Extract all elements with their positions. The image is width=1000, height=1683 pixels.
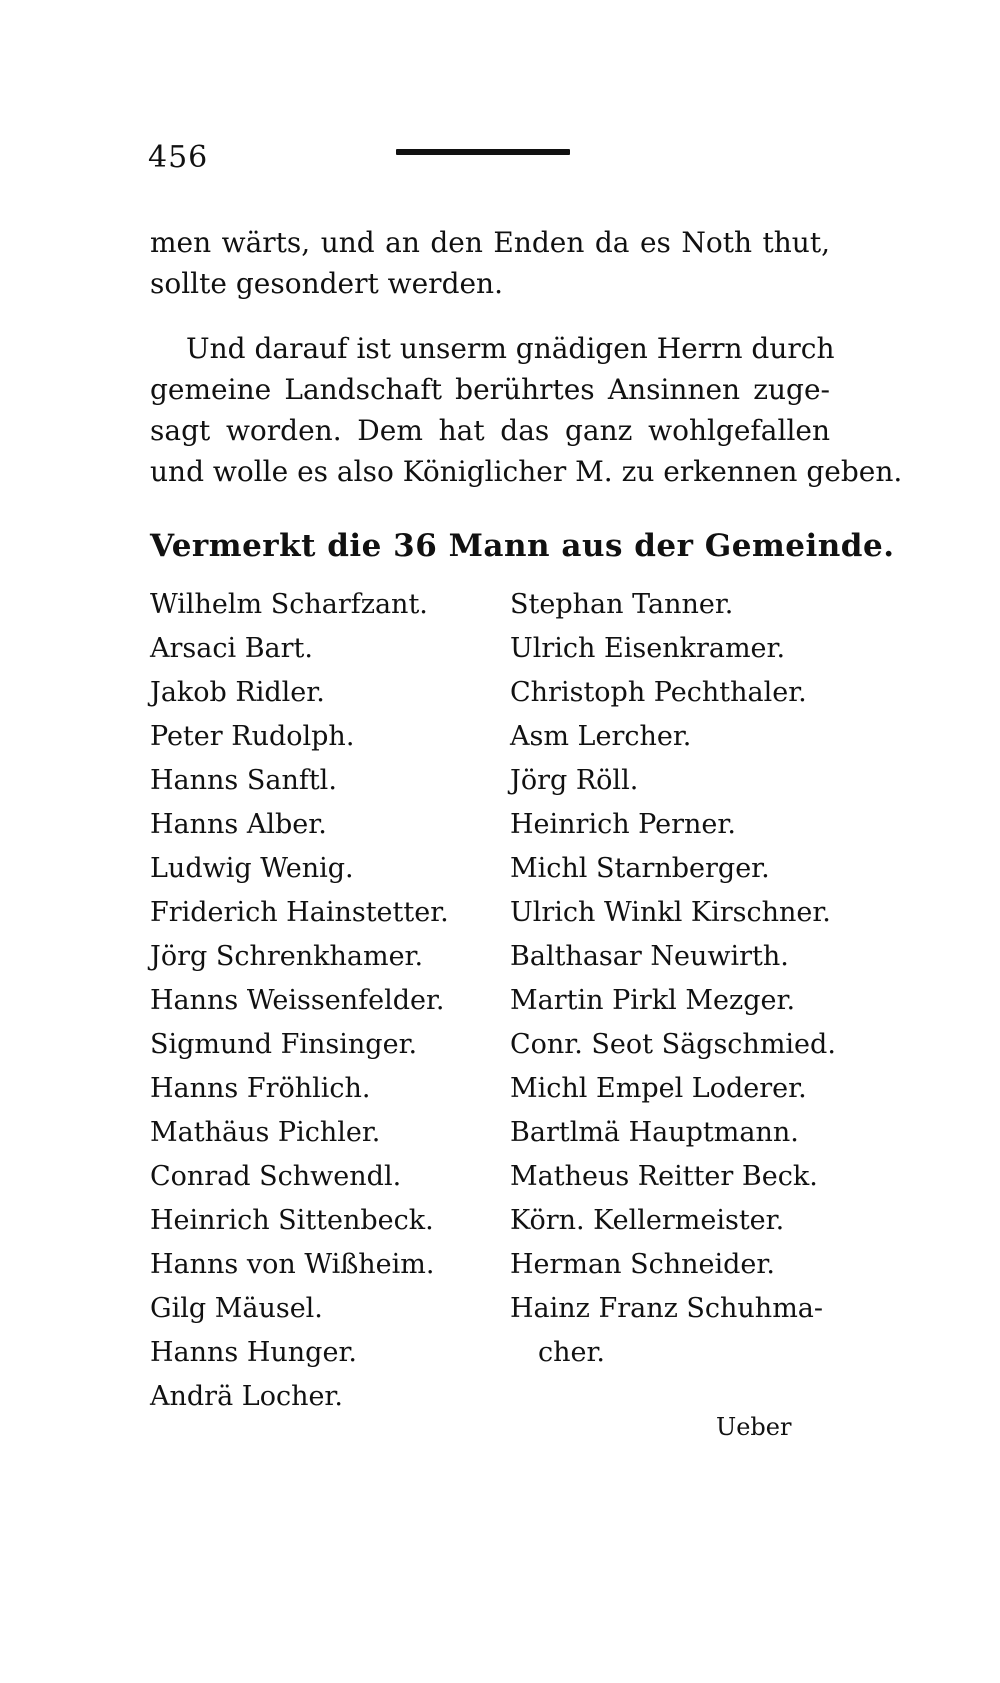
list-item: Conrad Schwendl. [150,1161,402,1192]
list-item: Herman Schneider. [510,1249,775,1280]
list-item: Jörg Röll. [510,765,639,796]
list-item: Mathäus Pichler. [150,1117,381,1148]
list-item: Balthasar Neuwirth. [510,941,789,972]
list-item: Stephan Tanner. [510,589,734,620]
names-list-right [510,583,840,1375]
list-item: Asm Lercher. [510,721,692,752]
list-item: Andrä Locher. [150,1381,343,1412]
paragraph-main [150,328,903,492]
page-number: 456 [148,140,209,175]
list-item: Conr. Seot Sägschmied. [510,1029,836,1060]
section-heading: Vermerkt die 36 Mann aus der Gemeinde. [150,528,895,564]
list-item: Friderich Hainstetter. [150,897,449,928]
text-line: sagt worden. Dem hat das ganz wohlgefallen [150,414,830,447]
list-item: Hanns Hunger. [150,1337,357,1368]
list-item: Peter Rudolph. [150,721,355,752]
text-line: sollte gesondert werden. [150,267,503,300]
list-item: Martin Pirkl Mezger. [510,985,796,1016]
text-line: und wolle es also Königlicher M. zu erkennen geben. [150,455,903,488]
list-item: Hainz Franz Schuhma- [510,1293,824,1324]
list-item: Jörg Schrenkhamer. [150,941,424,972]
list-item: Ulrich Eisenkramer. [510,633,786,664]
paragraph-continuation [150,222,830,304]
list-item: Matheus Reitter Beck. [510,1161,818,1192]
list-item: Sigmund Finsinger. [150,1029,418,1060]
list-item: Hanns Sanftl. [150,765,337,796]
list-item: Bartlmä Hauptmann. [510,1117,799,1148]
list-item: Hanns Alber. [150,809,327,840]
list-item: Heinrich Perner. [510,809,736,840]
list-item: Körn. Kellermeister. [510,1205,785,1236]
list-item: Hanns Weissenfelder. [150,985,445,1016]
list-item: Hanns Fröhlich. [150,1073,371,1104]
text-line: gemeine Landschaft berührtes Ansinnen zuge- [150,373,830,406]
list-item: Ulrich Winkl Kirschner. [510,897,831,928]
list-item: Wilhelm Scharfzant. [150,589,428,620]
list-item-continuation: cher. [538,1337,606,1368]
list-item: Hanns von Wißheim. [150,1249,435,1280]
catchword: Ueber [716,1413,792,1441]
list-item: Ludwig Wenig. [150,853,354,884]
list-item: Michl Starnberger. [510,853,770,884]
text-line: Und darauf ist unserm gnädigen Herrn durch [186,332,835,365]
names-list-left [150,583,480,1419]
list-item: Gilg Mäusel. [150,1293,323,1324]
header-rule [396,149,570,155]
list-item: Jakob Ridler. [150,677,325,708]
text-line: men wärts, und an den Enden da es Noth thut, [150,226,830,259]
list-item: Michl Empel Loderer. [510,1073,807,1104]
list-item: Arsaci Bart. [150,633,313,664]
list-item: Christoph Pechthaler. [510,677,807,708]
list-item: Heinrich Sittenbeck. [150,1205,434,1236]
